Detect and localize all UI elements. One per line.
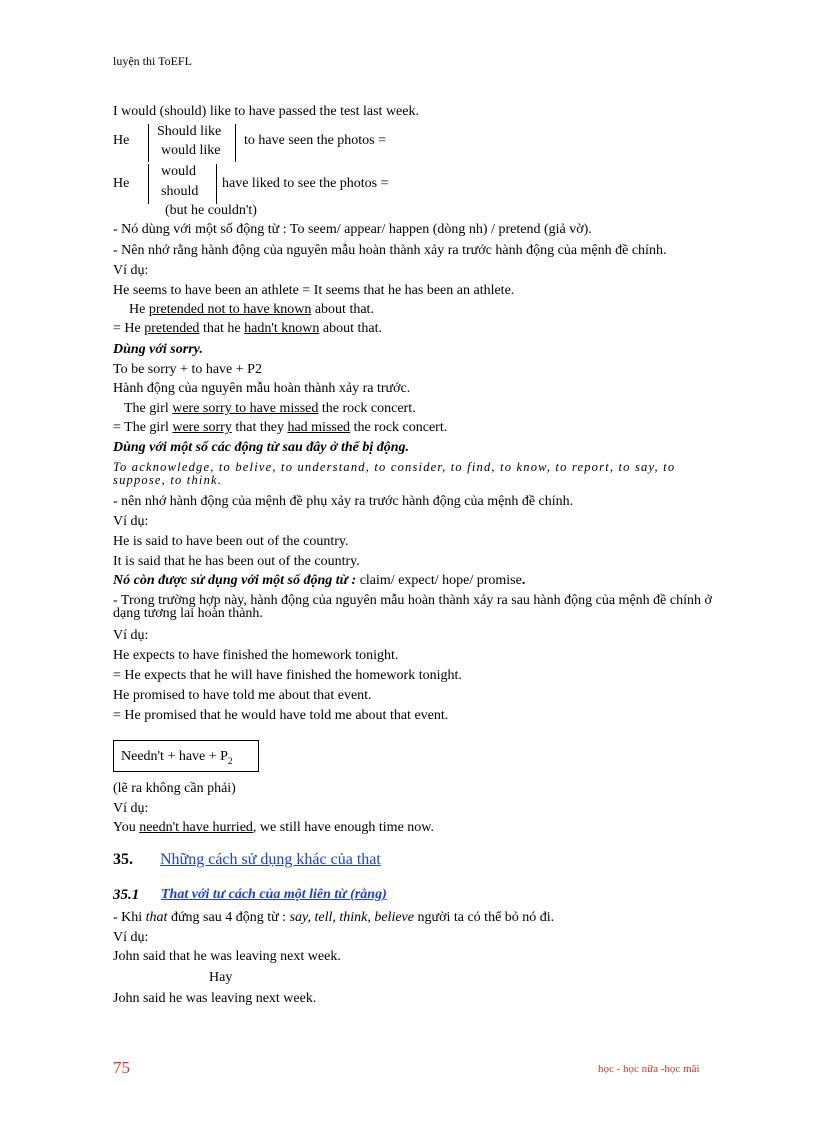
text-line: He expects to have finished the homework tonight. [113, 648, 399, 663]
text-line: He seems to have been an athlete = It seems that he has been an athlete. [113, 283, 515, 298]
example-line: The girl were sorry to have missed the rock concert. [124, 401, 416, 416]
text-line: I would (should) like to have passed the test last week. [113, 104, 419, 119]
bracket-line [216, 164, 217, 204]
text-line: Nó còn được sử dụng với một số động từ : claim/ expect/ hope/ promise. [113, 573, 526, 588]
bracket-line [148, 124, 149, 162]
text-line: - nên nhớ hành động của mệnh đề phụ xảy ra trước hành động của mệnh đề chính. [113, 494, 574, 509]
subheading: Dùng với sorry. [113, 342, 203, 357]
bracket-line [148, 164, 149, 204]
subheading: Dùng với một số các động từ sau đây ở thể bị động. [113, 440, 410, 455]
text-line: Should like [157, 124, 222, 139]
text-line: Ví dụ: [113, 263, 149, 278]
text-line: John said he was leaving next week. [113, 991, 317, 1006]
text-line: Hành động của nguyên mẫu hoàn thành xảy ra trước. [113, 381, 411, 396]
text-line: He [113, 133, 130, 148]
footer-slogan: học - học nữa -học mãi [598, 1063, 700, 1075]
text-line: have liked to see the photos = [222, 176, 389, 191]
text-line: - Nó dùng với một số động từ : To seem/ appear/ happen (dòng nh) / pretend (giả vờ). [113, 222, 592, 237]
text-line: He is said to have been out of the country. [113, 534, 349, 549]
section-title-link[interactable]: Những cách sử dụng khác của that [160, 851, 381, 868]
text-line: He [113, 176, 130, 191]
verb-list: To acknowledge, to belive, to understand, to consider, to find, to know, to report, to say, to suppose, to think. [113, 460, 676, 487]
text-line: Ví dụ: [113, 930, 149, 945]
text-line: = He promised that he would have told me about that event. [113, 708, 449, 723]
running-header: luyện thi ToEFL [113, 54, 192, 68]
text-line: John said that he was leaving next week. [113, 949, 341, 964]
subsection-number: 35.1 [113, 887, 140, 903]
paragraph: - Trong trường hợp này, hành động của nguyên mẫu hoàn thành xảy ra sau hành động của mệnh đề chính ở dạng tương lai hoàn thành. [113, 593, 712, 621]
text-line: would like [161, 143, 221, 158]
text-line: would [161, 164, 196, 179]
bracket-line [235, 124, 236, 162]
example-line: He pretended not to have known about that. [129, 302, 374, 317]
text-line: should [161, 184, 199, 199]
subsection-title-link[interactable]: That với tư cách của một liên từ (rằng) [161, 887, 387, 902]
text-line: (lẽ ra không cần phải) [113, 781, 236, 796]
text-line: Ví dụ: [113, 801, 149, 816]
section-number: 35. [113, 851, 133, 868]
text-line: Hay [209, 970, 233, 985]
text-line: to have seen the photos = [244, 133, 387, 148]
text-line: He promised to have told me about that event. [113, 688, 372, 703]
text-line: - Nên nhớ rằng hành động của nguyên mẫu hoàn thành xảy ra trước hành động của mệnh đề chính. [113, 243, 667, 258]
formula-text: Needn't + have + $P_2$ [121, 749, 233, 766]
example-line: = The girl were sorry that they had missed the rock concert. [113, 420, 448, 435]
page-number: 75 [113, 1058, 130, 1077]
text-line: - Khi that đứng sau 4 động từ : say, tell, think, believe người ta có thể bỏ nó đi. [113, 910, 555, 925]
text-line: (but he couldn't) [165, 203, 257, 218]
text-line: To be sorry + to have + P2 [113, 362, 262, 377]
example-line: = He pretended that he hadn't known about that. [113, 321, 383, 336]
text-line: Ví dụ: [113, 628, 149, 643]
text-line: It is said that he has been out of the country. [113, 554, 360, 569]
text-line: Ví dụ: [113, 514, 149, 529]
text-line: = He expects that he will have finished the homework tonight. [113, 668, 462, 683]
example-line: You needn't have hurried, we still have enough time now. [113, 820, 434, 835]
